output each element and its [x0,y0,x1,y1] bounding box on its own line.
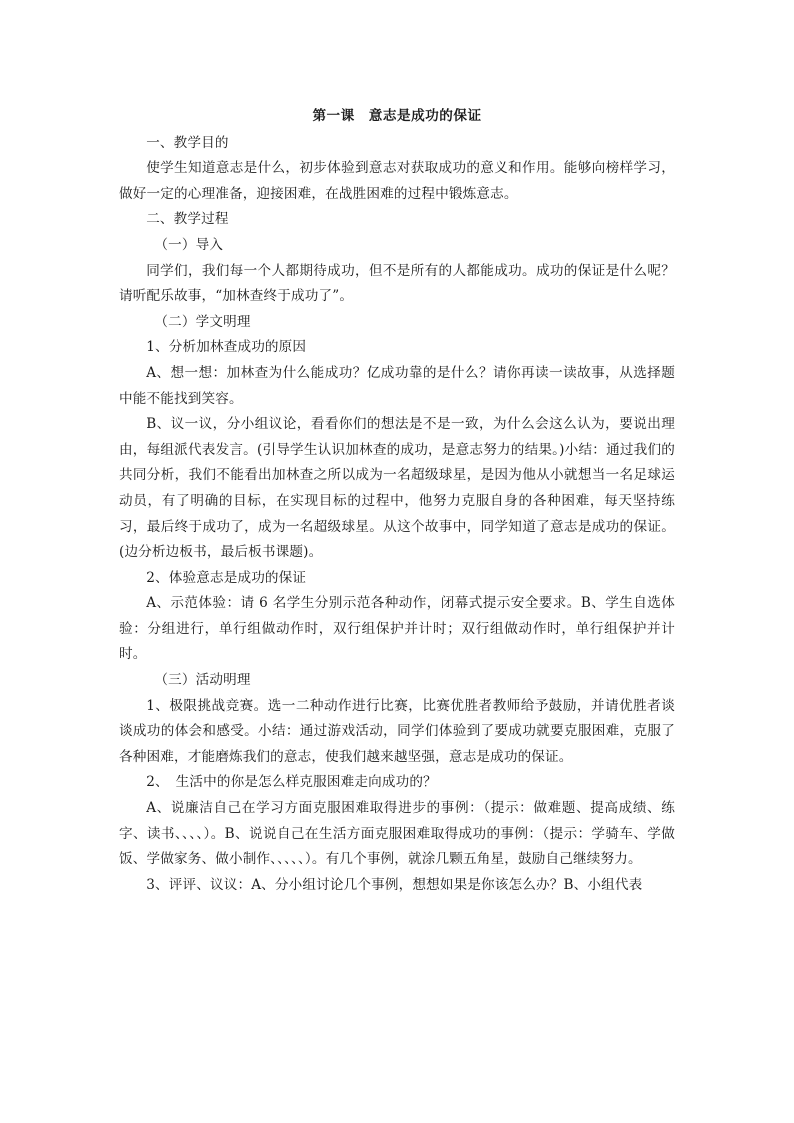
section-heading-process: 二、教学过程 [146,211,229,228]
paragraph-think: A、想一想：加林查为什么能成功？亿成功靠的是什么？请你再读一读故事，从选择题中能不能找到笑容。 [119,364,675,407]
lesson-title: 第一课 意志是成功的保证 [312,108,482,124]
paragraph-demo: A、示范体验：请 6 名学生分别示范各种动作，闭幕式提示安全要求。B、学生自选体验：分组进行，单行组做动作时，双行组保护并计时；双行组做动作时，单行组保护并计时。 [119,595,675,663]
paragraph-discuss: B、议一议，分小组议论，看看你们的想法是不是一致，为什么会这么认为，要说出理由，每组派代表发言。(引导学生认识加林查的成功，是意志努力的结果。)小结：通过我们的共同分析，我们不能看出加林查之所以成为一名超级球星，是因为他从小就想当一名足球运动员，有了明确的目标，在实现目标的过程中，他努力克服自身的各种困难，每天坚持练习，最后终于成功了，成为一名超级球星。从这个故事中，同学知道了意志是成功的保证。(边分析边板书，最后板书课题)。 [119,416,675,561]
subsection-heading-study: （二）学文明理 [154,313,251,330]
paragraph-objectives: 使学生知道意志是什么，初步体验到意志对获取成功的意义和作用。能够向榜样学习，做好一定的心理准备，迎接困难，在战胜困难的过程中锻炼意志。 [119,160,675,202]
item-heading-experience: 2、体验意志是成功的保证 [146,569,307,586]
section-heading-objectives: 一、教学目的 [146,134,229,151]
subsection-heading-activity: （三）活动明理 [154,672,251,689]
item-heading-analysis: 1、分析加林查成功的原因 [146,339,307,356]
item-heading-life: 2、 生活中的你是怎么样克服困难走向成功的？ [146,774,437,791]
paragraph-challenge: 1、极限挑战竞赛。选一二种动作进行比赛，比赛优胜者教师给予鼓励，并请优胜者谈谈成功的体会和感受。小结：通过游戏活动，同学们体验到了要成功就要克服困难，克服了各种困难，才能磨炼我们的意志，使我们越来越坚强，意志是成功的保证。 [119,697,675,765]
paragraph-intro: 同学们，我们每一个人都期待成功，但不是所有的人都能成功。成功的保证是什么呢？请听配乐故事，“加林查终于成功了”。 [119,262,675,305]
paragraph-examples: A、说廉洁自己在学习方面克服困难取得进步的事例：（提示：做难题、提高成绩、练字、读书、、、、）。B、说说自己在生活方面克服困难取得成功的事例：（提示：学骑车、学做饭、学做家务、做小制作、、、、、）。有几个事例，就涂几颗五角星，鼓励自己继续努力。 [119,800,675,868]
paragraph-evaluate: 3、评评、议议：A、分小组讨论几个事例，想想如果是你该怎么办？B、小组代表 [146,876,643,893]
document-body [119,104,675,898]
subsection-heading-intro: （一）导入 [154,236,224,253]
